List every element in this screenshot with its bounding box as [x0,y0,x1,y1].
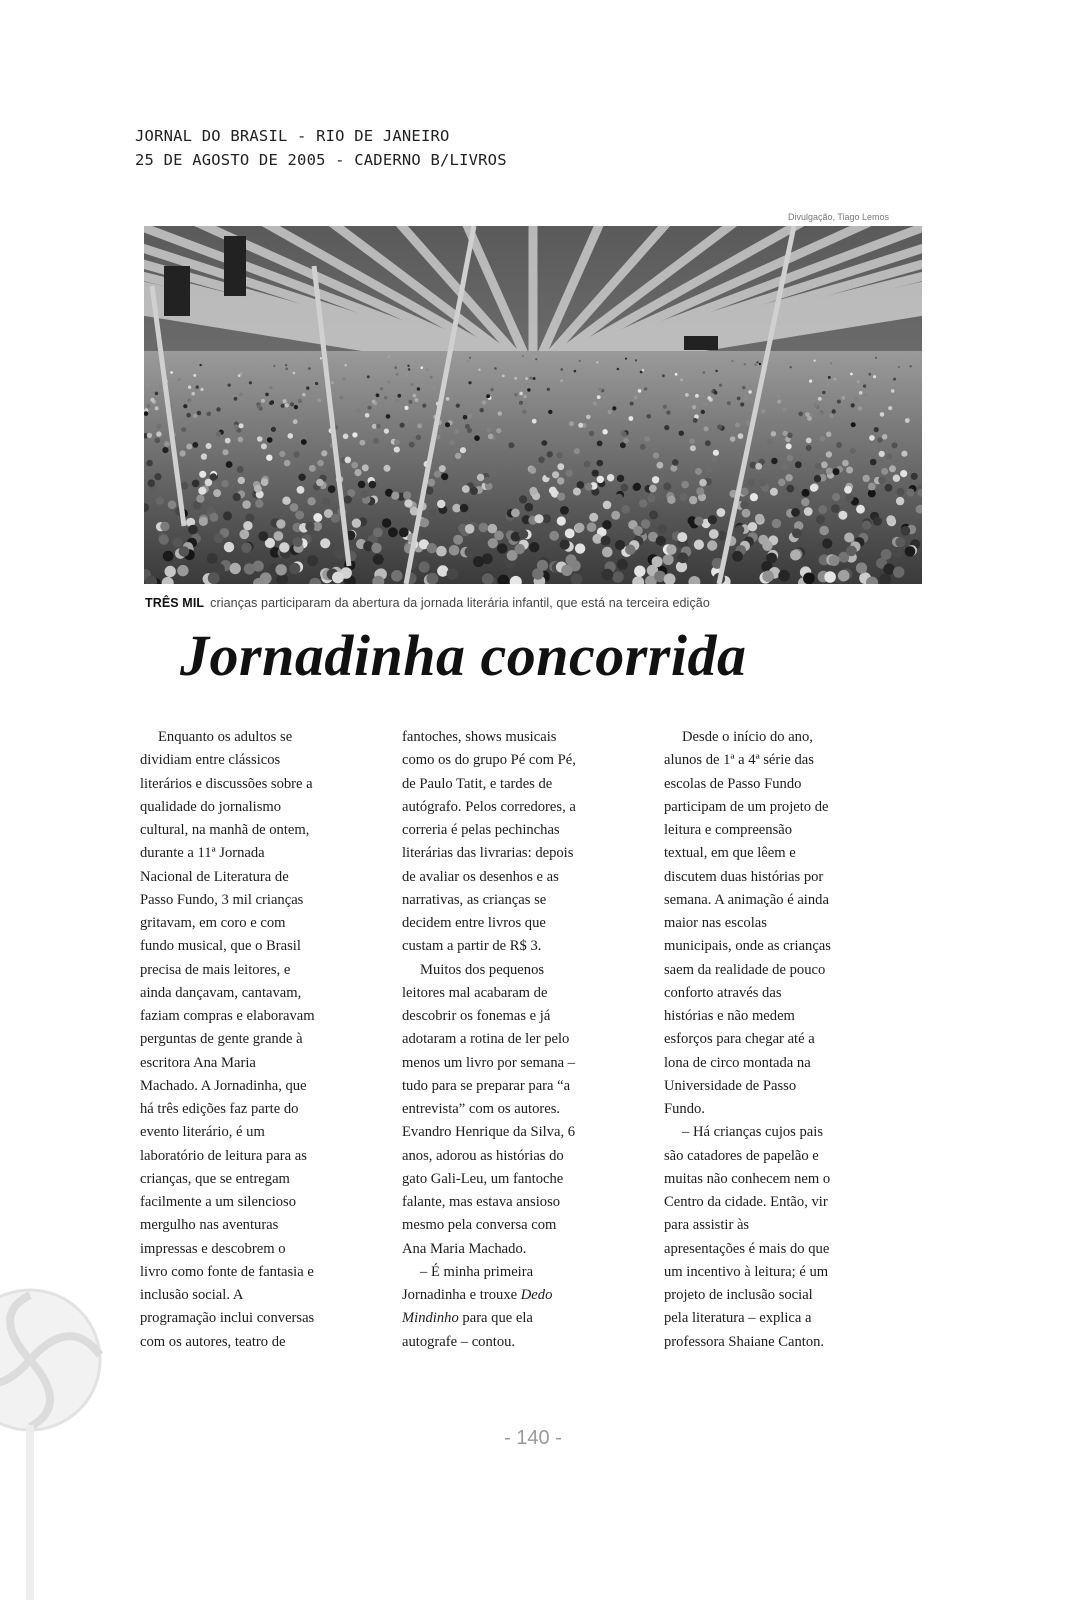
text-line: impressas e descobrem o [140,1240,286,1257]
text-line: Evandro Henrique da Silva, 6 [402,1124,576,1141]
text-line: anos, adorou as histórias do [402,1147,564,1164]
text-line: saem da realidade de pouco [664,961,826,978]
text-line: maior nas escolas [664,915,767,931]
text-line: são catadores de papelão e [664,1147,819,1164]
text-line: um incentivo à leitura; é um [664,1263,829,1280]
text-line: apresentações é mais do que [664,1240,830,1257]
text-line: histórias e não medem [664,1008,795,1024]
text-line: escolas de Passo Fundo [664,775,802,792]
text-line: Passo Fundo, 3 mil crianças [140,891,304,908]
text-line: Machado. A Jornadinha, que [140,1077,307,1094]
text-line: tudo para se preparar para “a [402,1077,571,1094]
text-line: qualidade do jornalismo [140,798,282,815]
newspaper-source [135,124,507,172]
photo-caption [145,596,925,610]
text-line: dividiam entre clássicos [140,752,281,769]
text-line: durante a 11ª Jornada [140,845,265,862]
text-line: discutem duas histórias por [664,868,824,885]
text-line: de Paulo Tatit, e tardes de [402,775,553,792]
text-line: projeto de inclusão social [664,1287,813,1303]
text-line: professora Shaiane Canton. [664,1333,825,1350]
text-line: custam a partir de R$ 3. [402,938,542,955]
text-line: Nacional de Literatura de [140,868,289,885]
text-line: gritavam, em coro e com [140,915,286,931]
text-line: programação inclui conversas [140,1310,315,1327]
text-line: lona de circo montada na [664,1054,811,1071]
text-line: laboratório de leitura para as [140,1147,307,1164]
text-line: gato Gali-Leu, um fantoche [402,1170,564,1187]
article-column-2 [402,726,627,1354]
text-line: para assistir às [664,1217,750,1234]
source-line-1: JORNAL DO BRASIL - RIO DE JANEIRO [135,127,450,145]
article-headline: Jornadinha concorrida [180,623,747,688]
text-line: há três edições faz parte do [140,1101,299,1117]
text-line: fundo musical, que o Brasil [140,938,301,955]
article-column-1 [140,726,380,1354]
text-line: mesmo pela conversa com [402,1217,557,1234]
text-line: perguntas de gente grande à [140,1031,303,1048]
text-line: adotaram a rotina de ler pelo [402,1031,570,1048]
text-line: leitura e compreensão [664,822,793,838]
text-line: esforços para chegar até a [664,1031,815,1048]
caption-text: crianças participaram da abertura da jornada literária infantil, que está na terceira edição [210,596,710,610]
text-line: semana. A animação é ainda [664,891,829,908]
text-line: narrativas, as crianças se [402,891,547,908]
text-line: Fundo. [664,1101,705,1117]
text-line: Jornadinha e trouxe Dedo [402,1287,553,1303]
text-line: mergulho nas aventuras [140,1217,279,1234]
text-line: participam de um projeto de [664,798,829,815]
text-line: inclusão social. A [140,1287,244,1303]
crowd-photo [144,226,922,584]
text-line: menos um livro por semana – [402,1054,576,1071]
text-line: Enquanto os adultos se [158,729,293,745]
text-line: – É minha primeira [420,1263,534,1280]
text-line: entrevista” com os autores. [402,1101,561,1117]
text-line: de avaliar os desenhos e as [402,868,559,885]
crowd-photo-illustration [144,226,922,584]
text-line: crianças, que se entregam [140,1170,290,1187]
text-line: fantoches, shows musicais [402,729,557,745]
article-column-3 [664,726,904,1354]
text-line: alunos de 1ª a 4ª série das [664,752,814,769]
text-line: facilmente a um silencioso [140,1194,297,1210]
text-line: municipais, onde as crianças [664,938,831,955]
text-line: conforto através das [664,984,782,1001]
photo-credit: Divulgação, Tiago Lemos [788,212,890,222]
text-line: Desde o início do ano, [682,729,813,745]
text-line: Universidade de Passo [664,1077,797,1094]
text-line: autografe – contou. [402,1333,516,1350]
text-line: autógrafo. Pelos corredores, a [402,798,576,815]
text-line: literários e discussões sobre a [140,775,313,792]
text-line: Centro da cidade. Então, vir [664,1194,828,1210]
text-line: – Há crianças cujos pais [682,1124,824,1141]
lollipop-watermark-icon [0,1285,110,1600]
text-line: precisa de mais leitores, e [140,961,291,978]
text-line: leitores mal acabaram de [402,984,548,1001]
text-line: escritora Ana Maria [140,1054,256,1071]
text-line: correria é pelas pechinchas [402,822,560,838]
text-line: literárias das livrarias: depois [402,845,574,862]
text-line: cultural, na manhã de ontem, [140,822,310,838]
text-line: falante, mas estava ansioso [402,1194,561,1210]
text-line: decidem entre livros que [402,915,546,931]
text-line: textual, em que lêem e [664,845,796,862]
text-line: Mindinho para que ela [402,1310,533,1327]
text-line: evento literário, é um [140,1124,265,1141]
text-line: como os do grupo Pé com Pé, [402,752,576,769]
text-line: livro como fonte de fantasia e [140,1263,314,1280]
text-line: com os autores, teatro de [140,1333,286,1350]
page-number: - 140 - [504,1427,562,1449]
text-line: Ana Maria Machado. [402,1240,527,1257]
text-line: descobrir os fonemas e já [402,1008,551,1024]
text-line: ainda dançavam, cantavam, [140,984,302,1001]
text-line: muitas não conhecem nem o [664,1170,831,1187]
text-line: Muitos dos pequenos [420,961,545,978]
text-line: faziam compras e elaboravam [140,1008,315,1024]
caption-lead: TRÊS MIL [145,596,205,610]
source-line-2: 25 DE AGOSTO DE 2005 - CADERNO B/LIVROS [135,151,507,169]
text-line: pela literatura – explica a [664,1310,812,1327]
